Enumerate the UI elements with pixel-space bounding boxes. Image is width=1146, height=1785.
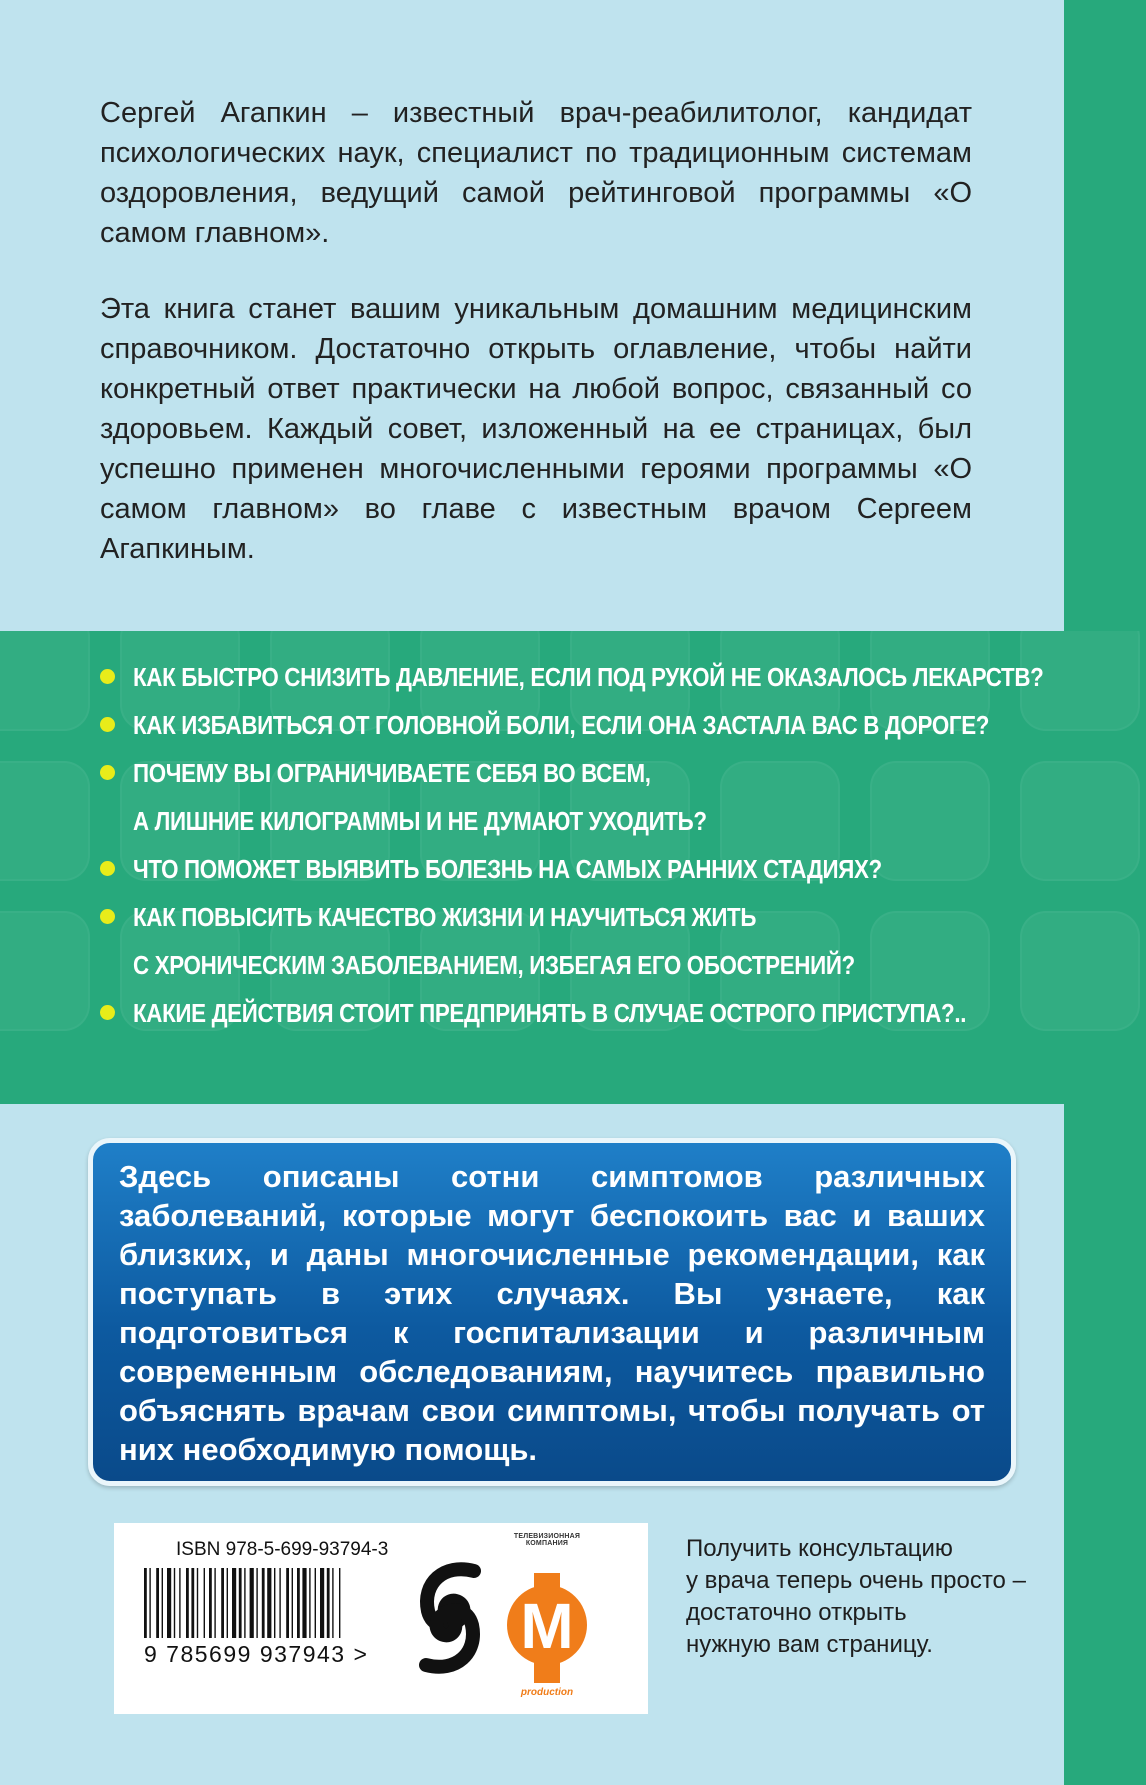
barcode-bar	[221, 1568, 224, 1638]
barcode-bar	[286, 1568, 289, 1638]
barcode-bar	[262, 1568, 265, 1638]
isbn-box	[114, 1523, 648, 1714]
description-panel	[88, 1138, 1016, 1486]
question-item	[100, 701, 1060, 749]
barcode-bar	[315, 1568, 316, 1638]
question-item	[100, 989, 1060, 1037]
side-note-line: у врача теперь очень просто –	[686, 1567, 1026, 1594]
eksmo-logo-icon	[414, 1553, 486, 1683]
barcode-bar	[204, 1568, 205, 1638]
barcode-bar	[309, 1568, 310, 1638]
question-text: КАК БЫСТРО СНИЗИТЬ ДАВЛЕНИЕ, ЕСЛИ ПОД РУКОЙ НЕ ОКАЗАЛОСЬ ЛЕКАРСТВ?	[133, 662, 1044, 692]
side-note	[686, 1533, 1046, 1661]
barcode-bar	[244, 1568, 245, 1638]
barcode-bar	[339, 1568, 340, 1638]
barcode-bar	[332, 1568, 333, 1638]
question-text: КАКИЕ ДЕЙСТВИЯ СТОИТ ПРЕДПРИНЯТЬ В СЛУЧАЕ ОСТРОГО ПРИСТУПА?..	[133, 998, 967, 1028]
bullet-dot-icon	[100, 1005, 115, 1020]
barcode-bar	[156, 1568, 159, 1638]
barcode-bar	[209, 1568, 212, 1638]
barcode-icon	[144, 1568, 384, 1640]
question-text: ЧТО ПОМОЖЕТ ВЫЯВИТЬ БОЛЕЗНЬ НА САМЫХ РАННИХ СТАДИЯХ?	[133, 854, 882, 884]
question-item	[100, 845, 1060, 893]
barcode-bar	[274, 1568, 275, 1638]
barcode-bar	[232, 1568, 236, 1638]
intro-paragraph-author: Сергей Агапкин – известный врач-реабилитолог, кандидат психологических наук, специалист по традиционным системам оздоровления, ведущий самой рейтинговой программы «О самом главном».	[100, 97, 972, 249]
bullet-dot-icon	[100, 765, 115, 780]
barcode-bar	[167, 1568, 171, 1638]
barcode-bar	[174, 1568, 175, 1638]
isbn-label: ISBN 978-5-699-93794-3	[176, 1539, 389, 1560]
barcode-bar	[227, 1568, 228, 1638]
barcode-bar	[256, 1568, 257, 1638]
barcode-bar	[320, 1568, 324, 1638]
barcode-bar	[279, 1568, 280, 1638]
tv-logo-letter: M	[520, 1590, 574, 1662]
tv-company-caption: ТЕЛЕВИЗИОННАЯ КОМПАНИЯ	[513, 1533, 581, 1547]
bullet-dot-icon	[100, 861, 115, 876]
questions-band	[0, 631, 1146, 1104]
background-tile	[0, 911, 90, 1031]
intro-paragraph-book: Эта книга станет вашим уникальным домашним медицинским справочником. Достаточно открыть оглавление, чтобы найти конкретный ответ практически на любой вопрос, связанный со здоровьем. Каждый совет, изложенный на ее страницах, был успешно применен многочисленными героями программы «О самом главном» во главе с известным врачом Сергеем Агапкиным.	[100, 293, 972, 565]
description-text: Здесь описаны сотни симптомов различных заболеваний, которые могут беспокоить вас и ваших близких, и даны многочисленные рекомендации, как поступать в этих случаях. Вы узнаете, как подготовиться к госпитализации и различным современным обследованиям, научитесь правильно объяснять врачам свои симптомы, чтобы получать от них необходимую помощь.	[119, 1159, 985, 1467]
barcode-bar	[144, 1568, 147, 1638]
question-text-continued: А ЛИШНИЕ КИЛОГРАММЫ И НЕ ДУМАЮТ УХОДИТЬ?	[133, 806, 707, 836]
ean-digits: 9 785699 937943 >	[144, 1641, 369, 1667]
background-tile	[0, 761, 90, 881]
question-text: ПОЧЕМУ ВЫ ОГРАНИЧИВАЕТЕ СЕБЯ ВО ВСЕМ,	[133, 758, 651, 788]
question-text: КАК ИЗБАВИТЬСЯ ОТ ГОЛОВНОЙ БОЛИ, ЕСЛИ ОНА ЗАСТАЛА ВАС В ДОРОГЕ?	[133, 710, 990, 740]
barcode-bar	[197, 1568, 198, 1638]
question-text: КАК ПОВЫСИТЬ КАЧЕСТВО ЖИЗНИ И НАУЧИТЬСЯ ЖИТЬ	[133, 902, 757, 932]
barcode-bar	[179, 1568, 180, 1638]
barcode-bar	[191, 1568, 194, 1638]
barcode-bar	[292, 1568, 293, 1638]
barcode-bar	[149, 1568, 150, 1638]
questions-list	[100, 653, 1060, 1037]
barcode-bar	[186, 1568, 189, 1638]
barcode-bar	[250, 1568, 254, 1638]
side-note-line: Получить консультацию	[686, 1535, 953, 1562]
barcode-bar	[327, 1568, 330, 1638]
barcode-bar	[162, 1568, 163, 1638]
barcode-bar	[267, 1568, 271, 1638]
question-text-continued: С ХРОНИЧЕСКИМ ЗАБОЛЕВАНИЕМ, ИЗБЕГАЯ ЕГО ОБОСТРЕНИЙ?	[133, 950, 855, 980]
tv-logo-production-text: production	[520, 1687, 574, 1698]
barcode-bar	[239, 1568, 242, 1638]
bullet-dot-icon	[100, 669, 115, 684]
bullet-dot-icon	[100, 909, 115, 924]
barcode-bar	[302, 1568, 306, 1638]
bullet-dot-icon	[100, 717, 115, 732]
barcode-bar	[297, 1568, 300, 1638]
background-tile	[0, 631, 90, 731]
question-item	[100, 653, 1060, 701]
question-item	[100, 749, 1060, 845]
side-note-line: нужную вам страницу.	[686, 1631, 933, 1658]
side-note-line: достаточно открыть	[686, 1599, 907, 1626]
tv-production-logo-icon	[504, 1545, 590, 1705]
question-item	[100, 893, 1060, 989]
barcode-bar	[214, 1568, 215, 1638]
